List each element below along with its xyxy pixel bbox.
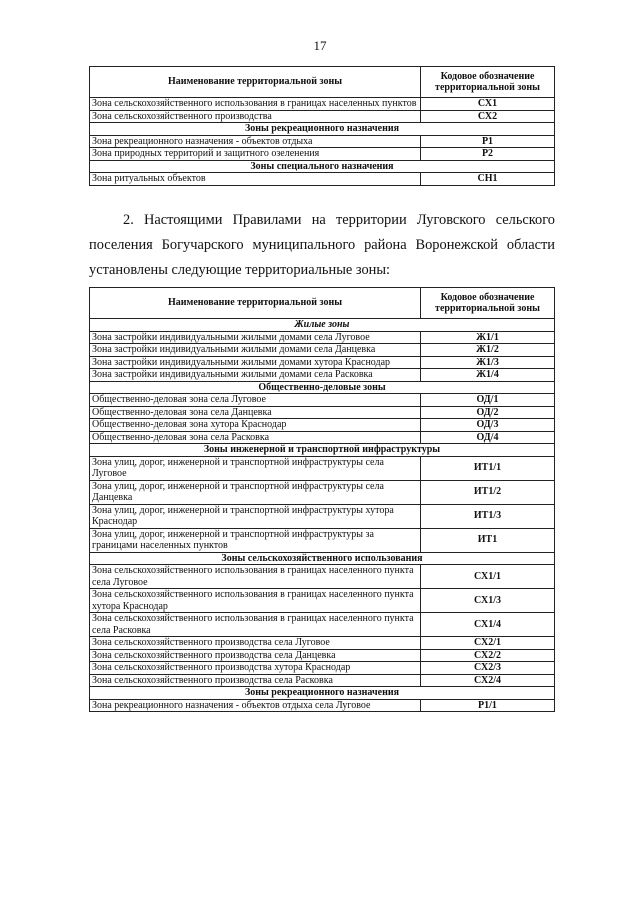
header-code: Кодовое обозначение территориальной зоны	[421, 67, 555, 98]
zone-name: Зона улиц, дорог, инженерной и транспортной инфраструктуры села Данцевка	[90, 480, 421, 504]
zones-table-1	[89, 66, 555, 186]
zone-code: Ж1/2	[421, 344, 555, 357]
zone-code: СХ1	[421, 98, 555, 111]
paragraph-zones-intro	[89, 208, 555, 283]
table-row	[90, 649, 555, 662]
zone-name: Общественно-деловая зона хутора Краснодар	[90, 419, 421, 432]
header-code: Кодовое обозначение территориальной зоны	[421, 288, 555, 319]
zone-name: Зона улиц, дорог, инженерной и транспортной инфраструктуры за границами населенных пунктов	[90, 528, 421, 552]
table-row	[90, 369, 555, 382]
table-row	[90, 662, 555, 675]
zone-name: Зона сельскохозяйственного производства хутора Краснодар	[90, 662, 421, 675]
zone-code: ОД/1	[421, 394, 555, 407]
zone-code: Р2	[421, 148, 555, 161]
table-row	[90, 98, 555, 111]
table-row	[90, 431, 555, 444]
table-body	[90, 98, 555, 186]
table-row	[90, 480, 555, 504]
zone-code: Ж1/4	[421, 369, 555, 382]
table-header-row	[90, 67, 555, 98]
zone-code: СХ2/2	[421, 649, 555, 662]
table-row	[90, 173, 555, 186]
zone-name: Зона улиц, дорог, инженерной и транспортной инфраструктуры села Луговое	[90, 456, 421, 480]
zone-name: Зона сельскохозяйственного производства села Расковка	[90, 674, 421, 687]
group-row	[90, 319, 555, 332]
zone-name: Зона улиц, дорог, инженерной и транспортной инфраструктуры хутора Краснодар	[90, 504, 421, 528]
zone-code: СН1	[421, 173, 555, 186]
group-row	[90, 444, 555, 457]
zone-name: Зона рекреационного назначения - объектов отдыха	[90, 135, 421, 148]
zone-code: ИТ1/3	[421, 504, 555, 528]
zone-code: ОД/4	[421, 431, 555, 444]
zone-name: Зона рекреационного назначения - объектов отдыха села Луговое	[90, 699, 421, 712]
zone-code: СХ2	[421, 110, 555, 123]
table-row	[90, 406, 555, 419]
table-row	[90, 148, 555, 161]
table-body	[90, 319, 555, 712]
zone-name: Зона сельскохозяйственного производства	[90, 110, 421, 123]
zone-code: СХ2/3	[421, 662, 555, 675]
zone-name: Зона застройки индивидуальными жилыми домами хутора Краснодар	[90, 356, 421, 369]
zone-code: СХ2/4	[421, 674, 555, 687]
zone-code: Ж1/1	[421, 331, 555, 344]
paragraph-text: 2. Настоящими Правилами на территории Луговского сельского поселения Богучарского муниципального района Воронежской области установлены следующие территориальные зоны:	[89, 212, 555, 278]
table-row	[90, 394, 555, 407]
group-row	[90, 160, 555, 173]
table-row	[90, 637, 555, 650]
zone-code: Ж1/3	[421, 356, 555, 369]
table-row	[90, 110, 555, 123]
zone-name: Зона сельскохозяйственного производства села Луговое	[90, 637, 421, 650]
group-title: Зоны инженерной и транспортной инфраструктуры	[90, 444, 555, 457]
group-row	[90, 123, 555, 136]
group-row	[90, 552, 555, 565]
zone-name: Общественно-деловая зона села Луговое	[90, 394, 421, 407]
zone-code: СХ1/4	[421, 613, 555, 637]
table-row	[90, 456, 555, 480]
zone-code: ОД/2	[421, 406, 555, 419]
table-row	[90, 419, 555, 432]
zone-code: СХ1/1	[421, 565, 555, 589]
group-title: Зоны специального назначения	[90, 160, 555, 173]
table-row	[90, 504, 555, 528]
zone-name: Зона застройки индивидуальными жилыми домами села Луговое	[90, 331, 421, 344]
zone-code: ИТ1/2	[421, 480, 555, 504]
zone-name: Зона ритуальных объектов	[90, 173, 421, 186]
header-name: Наименование территориальной зоны	[90, 288, 421, 319]
table-header-row	[90, 288, 555, 319]
zone-name: Общественно-деловая зона села Данцевка	[90, 406, 421, 419]
zone-code: ИТ1	[421, 528, 555, 552]
group-title: Зоны рекреационного назначения	[90, 687, 555, 700]
zone-code: ИТ1/1	[421, 456, 555, 480]
page-number: 17	[313, 38, 327, 53]
zone-code: Р1/1	[421, 699, 555, 712]
zones-table-2	[89, 287, 555, 712]
zone-code: СХ1/3	[421, 589, 555, 613]
group-title: Жилые зоны	[90, 319, 555, 332]
zone-code: ОД/3	[421, 419, 555, 432]
zone-code: СХ2/1	[421, 637, 555, 650]
table-row	[90, 344, 555, 357]
table-row	[90, 528, 555, 552]
zone-name: Зона сельскохозяйственного использования в границах населенных пунктов	[90, 98, 421, 111]
group-row	[90, 381, 555, 394]
zone-code: Р1	[421, 135, 555, 148]
zone-name: Зона сельскохозяйственного использования в границах населенного пункта села Луговое	[90, 565, 421, 589]
group-row	[90, 687, 555, 700]
table-row	[90, 135, 555, 148]
zone-name: Зона сельскохозяйственного использования в границах населенного пункта села Расковка	[90, 613, 421, 637]
table-row	[90, 589, 555, 613]
zone-name: Зона сельскохозяйственного производства села Данцевка	[90, 649, 421, 662]
header-name: Наименование территориальной зоны	[90, 67, 421, 98]
table-row	[90, 674, 555, 687]
group-title: Зоны рекреационного назначения	[90, 123, 555, 136]
table-row	[90, 699, 555, 712]
table-row	[90, 613, 555, 637]
table-row	[90, 331, 555, 344]
zone-name: Зона сельскохозяйственного использования в границах населенного пункта хутора Краснодар	[90, 589, 421, 613]
group-title: Общественно-деловые зоны	[90, 381, 555, 394]
zone-name: Зона застройки индивидуальными жилыми домами села Данцевка	[90, 344, 421, 357]
zone-name: Зона природных территорий и защитного озеленения	[90, 148, 421, 161]
zone-name: Зона застройки индивидуальными жилыми домами села Расковка	[90, 369, 421, 382]
zone-name: Общественно-деловая зона села Расковка	[90, 431, 421, 444]
table-row	[90, 565, 555, 589]
table-row	[90, 356, 555, 369]
group-title: Зоны сельскохозяйственного использования	[90, 552, 555, 565]
